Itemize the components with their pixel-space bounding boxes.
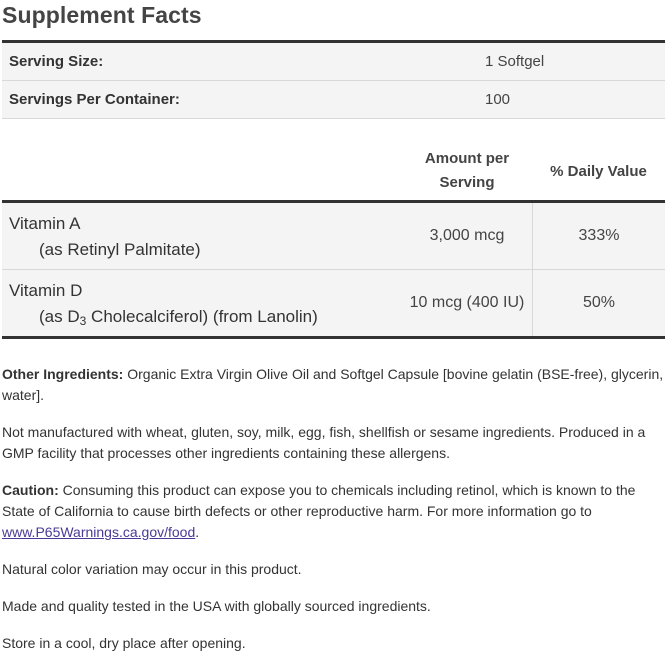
servings-per-container-row — [2, 80, 665, 118]
servings-per-container-label: Servings Per Container: — [9, 91, 180, 108]
servings-per-container-value: 100 — [485, 91, 511, 108]
table-row — [2, 269, 665, 336]
table-bottom-rule — [2, 336, 665, 339]
other-ingredients-text: Organic Extra Virgin Olive Oil and Softgel Capsule [bovine gelatin (BSE-free), glycerin, water]. — [2, 366, 664, 403]
nutrient-detail-prefix: (as D — [39, 307, 80, 326]
caution-label: Caution: — [2, 482, 59, 498]
table-row — [2, 203, 665, 269]
nutrient-table — [2, 142, 665, 339]
caution-text: Consuming this product can expose you to chemicals including retinol, which is known to the State of California to cause birth defects or other reproductive harm. For more information go to — [2, 482, 636, 519]
nutrient-name-cell — [2, 203, 402, 269]
made-in-usa-note: Made and quality tested in the USA with globally sourced ingredients. — [2, 598, 431, 614]
serving-size-row — [2, 43, 665, 80]
nutrient-table-header — [2, 142, 665, 203]
serving-size-value: 1 Softgel — [485, 53, 545, 70]
allergen-statement: Not manufactured with wheat, gluten, soy, milk, egg, fish, shellfish or sesame ingredients. Produced in a GMP facility that processes other ingredients containing these allergens. — [2, 424, 646, 461]
other-ingredients — [2, 364, 665, 406]
header-amount — [402, 147, 532, 195]
nutrient-detail-subscript: 3 — [79, 314, 87, 328]
header-amount-line1: Amount per — [424, 150, 510, 167]
nutrient-amount: 3,000 mcg — [429, 227, 505, 244]
storage-note: Store in a cool, dry place after opening. — [2, 635, 246, 651]
nutrient-amount: 10 mcg (400 IU) — [409, 294, 525, 311]
nutrient-daily-value: 50% — [532, 270, 665, 336]
caution-end: . — [195, 524, 200, 540]
nutrient-name-cell — [2, 270, 402, 336]
p65-warnings-link[interactable]: www.P65Warnings.ca.gov/food — [2, 524, 196, 540]
other-ingredients-label: Other Ingredients: — [2, 366, 124, 382]
header-daily-value: % Daily Value — [550, 162, 647, 180]
nutrient-name: Vitamin D — [9, 281, 83, 300]
nutrient-detail: (as Retinyl Palmitate) — [39, 240, 201, 259]
serving-size-label: Serving Size: — [9, 53, 104, 70]
serving-info-table — [2, 40, 665, 119]
page-title: Supplement Facts — [2, 2, 202, 28]
product-notes — [2, 364, 665, 670]
nutrient-name: Vitamin A — [9, 214, 81, 233]
header-amount-line2: Serving — [439, 174, 495, 191]
color-variation-note: Natural color variation may occur in this product. — [2, 561, 302, 577]
nutrient-daily-value: 333% — [532, 203, 665, 269]
caution-statement — [2, 480, 665, 543]
nutrient-detail-suffix: Cholecalciferol) (from Lanolin) — [86, 307, 318, 326]
nutrient-detail — [9, 304, 402, 334]
